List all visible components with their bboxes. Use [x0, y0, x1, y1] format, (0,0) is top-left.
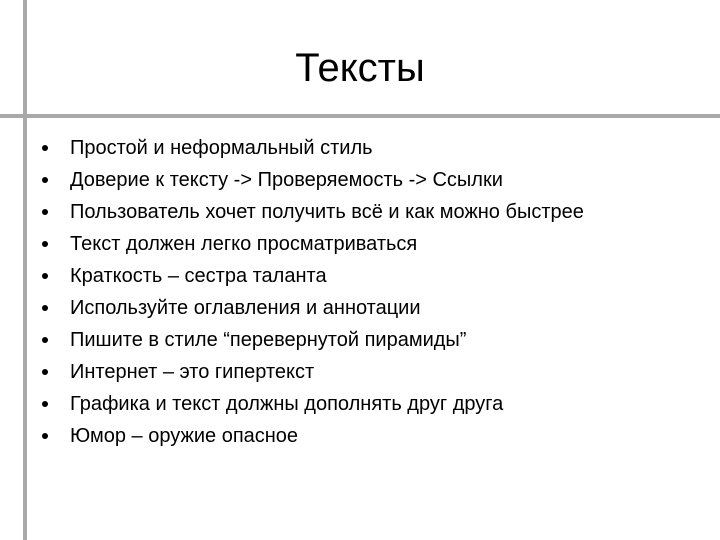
- bullet-dot-icon: [42, 145, 48, 151]
- bullet-text: Простой и неформальный стиль: [70, 137, 373, 159]
- bullet-item: [40, 420, 710, 452]
- bullet-item: [40, 164, 710, 196]
- bullet-text: Текст должен легко просматриваться: [70, 233, 418, 255]
- bullet-dot-icon: [42, 369, 48, 375]
- bullet-dot-icon: [42, 241, 48, 247]
- bullet-list: [40, 132, 710, 452]
- bullet-dot-icon: [42, 209, 48, 215]
- bullet-item: [40, 324, 710, 356]
- bullet-dot-icon: [42, 337, 48, 343]
- bullet-text: Юмор – оружие опасное: [70, 425, 299, 447]
- bullet-dot-icon: [42, 433, 48, 439]
- bullet-item: [40, 292, 710, 324]
- slide-title: Тексты: [295, 46, 425, 90]
- horizontal-divider-line: [0, 114, 720, 118]
- bullet-item: [40, 388, 710, 420]
- bullet-dot-icon: [42, 305, 48, 311]
- bullet-text: Доверие к тексту -> Проверяемость -> Ссылки: [70, 169, 503, 191]
- bullet-item: [40, 228, 710, 260]
- bullet-dot-icon: [42, 273, 48, 279]
- bullet-dot-icon: [42, 401, 48, 407]
- bullet-text: Интернет – это гипертекст: [70, 361, 315, 383]
- bullet-text: Пользователь хочет получить всё и как можно быстрее: [70, 201, 584, 223]
- bullet-dot-icon: [42, 177, 48, 183]
- bullet-item: [40, 132, 710, 164]
- bullet-item: [40, 260, 710, 292]
- bullet-item: [40, 356, 710, 388]
- bullet-text: Краткость – сестра таланта: [70, 265, 327, 287]
- bullet-text: Графика и текст должны дополнять друг друга: [70, 393, 504, 415]
- bullet-text: Используйте оглавления и аннотации: [70, 297, 421, 319]
- bullet-item: [40, 196, 710, 228]
- bullet-text: Пишите в стиле “перевернутой пирамиды”: [70, 329, 467, 351]
